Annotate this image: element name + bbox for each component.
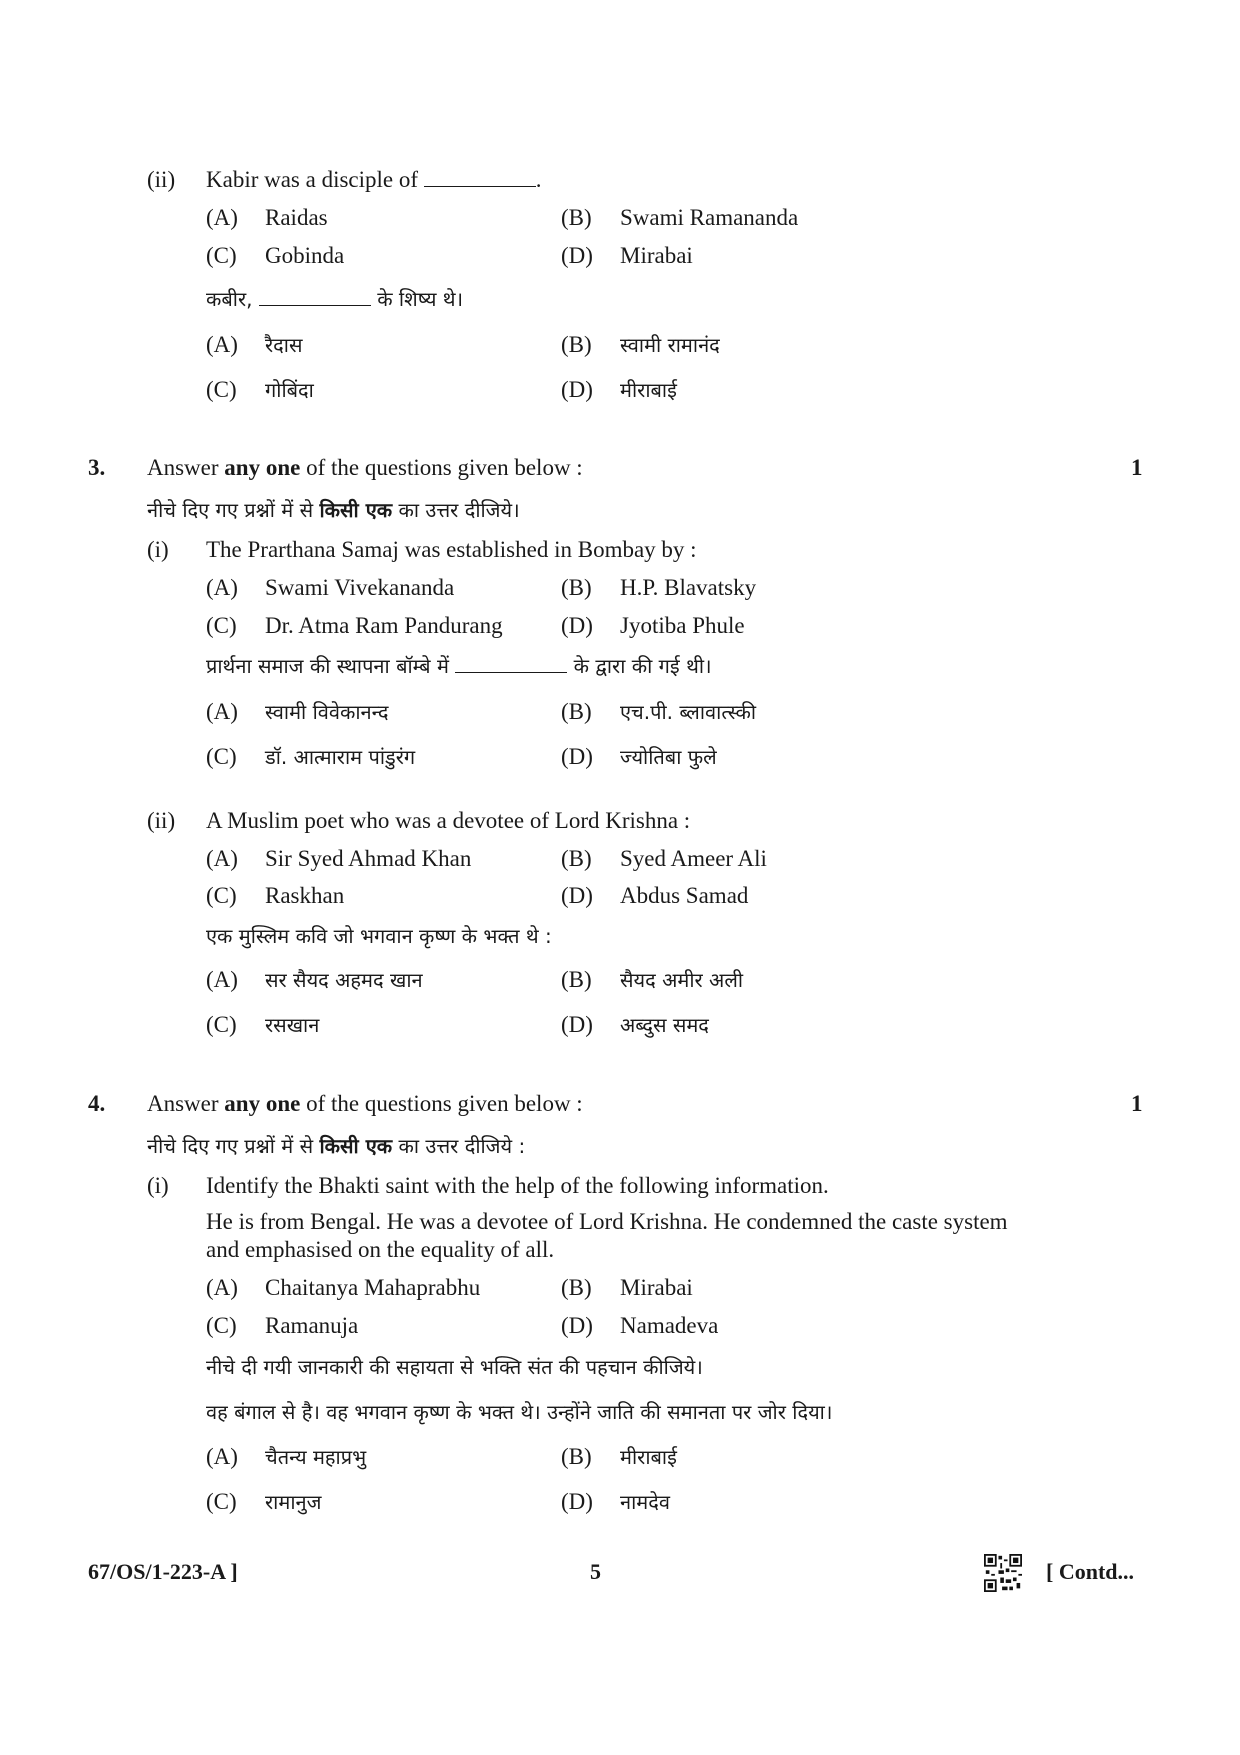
q4-i-label: (i) bbox=[147, 1173, 169, 1198]
q4-i-stem-en: Identify the Bhakti saint with the help of the following information. bbox=[206, 1173, 829, 1198]
option-key: (A) bbox=[206, 699, 238, 724]
option-key: (C) bbox=[206, 883, 237, 908]
option-text: Syed Ameer Ali bbox=[620, 846, 767, 871]
option-text: Mirabai bbox=[620, 243, 693, 268]
marks: 1 bbox=[1131, 455, 1143, 480]
option-key: (C) bbox=[206, 1012, 237, 1037]
option-key: (C) bbox=[206, 613, 237, 638]
option-key: (D) bbox=[561, 377, 593, 402]
option-key: (B) bbox=[561, 575, 592, 600]
option-key: (C) bbox=[206, 1489, 237, 1514]
option-text-hi: ज्योतिबा फुले bbox=[620, 745, 717, 769]
option-text: Namadeva bbox=[620, 1313, 719, 1338]
answer-blank bbox=[424, 168, 536, 187]
option-text-hi: रैदास bbox=[265, 333, 303, 357]
option-text-hi: मीराबाई bbox=[620, 1445, 677, 1469]
q4-i-info-hi: वह बंगाल से है। वह भगवान कृष्ण के भक्त थे। उन्होंने जाति की समानता पर जोर दिया। bbox=[206, 1400, 833, 1424]
option-key: (A) bbox=[206, 205, 238, 230]
option-text: Jyotiba Phule bbox=[620, 613, 745, 638]
q4-i-stem-hi: नीचे दी गयी जानकारी की सहायता से भक्ति संत की पहचान कीजिये। bbox=[206, 1355, 703, 1379]
q3-i-stem-hi: प्रार्थना समाज की स्थापना बॉम्बे में के द्वारा की गई थी। bbox=[206, 654, 712, 678]
q4-instruction-en: Answer any one of the questions given below : bbox=[147, 1091, 583, 1116]
question-number: 4. bbox=[88, 1091, 106, 1116]
q2-ii-stem-en: Kabir was a disciple of . bbox=[206, 167, 542, 192]
page-number: 5 bbox=[590, 1559, 601, 1584]
option-key: (D) bbox=[561, 613, 593, 638]
option-key: (C) bbox=[206, 377, 237, 402]
option-text: Swami Vivekananda bbox=[265, 575, 455, 600]
q3-ii-stem-hi: एक मुस्लिम कवि जो भगवान कृष्ण के भक्त थे : bbox=[206, 924, 552, 948]
option-text-hi: एच.पी. ब्लावात्स्की bbox=[620, 700, 757, 724]
option-key: (D) bbox=[561, 1313, 593, 1338]
option-key: (B) bbox=[561, 1275, 592, 1300]
option-key: (D) bbox=[561, 744, 593, 769]
option-text-hi: रसखान bbox=[265, 1013, 320, 1037]
option-key: (A) bbox=[206, 846, 238, 871]
option-key: (A) bbox=[206, 1444, 238, 1469]
option-text-hi: गोबिंदा bbox=[265, 378, 314, 402]
q3-ii-label: (ii) bbox=[147, 808, 176, 833]
q3-i-stem-en: The Prarthana Samaj was established in Bombay by : bbox=[206, 537, 697, 562]
option-text-hi: मीराबाई bbox=[620, 378, 677, 402]
answer-blank bbox=[259, 287, 371, 306]
option-key: (C) bbox=[206, 744, 237, 769]
paper-code: 67/OS/1-223-A ] bbox=[88, 1559, 238, 1584]
option-text-hi: स्वामी विवेकानन्द bbox=[265, 700, 389, 724]
option-text: Swami Ramananda bbox=[620, 205, 799, 230]
option-text: Chaitanya Mahaprabhu bbox=[265, 1275, 481, 1300]
continued-label: [ Contd... bbox=[1046, 1559, 1135, 1584]
option-key: (D) bbox=[561, 1012, 593, 1037]
answer-blank bbox=[455, 654, 567, 673]
option-text-hi: रामानुज bbox=[265, 1490, 322, 1514]
option-text-hi: चैतन्य महाप्रभु bbox=[265, 1445, 367, 1469]
option-text: H.P. Blavatsky bbox=[620, 575, 757, 600]
option-text: Sir Syed Ahmad Khan bbox=[265, 846, 472, 871]
option-key: (D) bbox=[561, 883, 593, 908]
option-text: Raidas bbox=[265, 205, 328, 230]
option-key: (B) bbox=[561, 846, 592, 871]
option-text-hi: स्वामी रामानंद bbox=[620, 333, 720, 357]
option-text-hi: अब्दुस समद bbox=[620, 1013, 709, 1037]
q3-i-label: (i) bbox=[147, 537, 169, 562]
option-key: (B) bbox=[561, 967, 592, 992]
option-key: (B) bbox=[561, 699, 592, 724]
option-key: (B) bbox=[561, 205, 592, 230]
option-text: Mirabai bbox=[620, 1275, 693, 1300]
option-key: (A) bbox=[206, 332, 238, 357]
option-key: (A) bbox=[206, 575, 238, 600]
q3-instruction-hi: नीचे दिए गए प्रश्नों में से किसी एक का उत्तर दीजिये। bbox=[147, 498, 520, 522]
marks: 1 bbox=[1131, 1091, 1143, 1116]
q2-ii-stem-hi: कबीर, के शिष्य थे। bbox=[206, 287, 464, 311]
option-text-hi: नामदेव bbox=[620, 1490, 670, 1514]
q4-i-info-en: and emphasised on the equality of all. bbox=[206, 1237, 555, 1262]
option-text-hi: सैयद अमीर अली bbox=[620, 968, 744, 992]
option-key: (B) bbox=[561, 332, 592, 357]
option-key: (D) bbox=[561, 243, 593, 268]
q4-i-info-en: He is from Bengal. He was a devotee of Lord Krishna. He condemned the caste system bbox=[206, 1209, 1008, 1234]
option-key: (D) bbox=[561, 1489, 593, 1514]
option-text: Raskhan bbox=[265, 883, 345, 908]
option-key: (A) bbox=[206, 1275, 238, 1300]
option-text: Abdus Samad bbox=[620, 883, 749, 908]
option-text: Gobinda bbox=[265, 243, 345, 268]
option-key: (A) bbox=[206, 967, 238, 992]
option-key: (B) bbox=[561, 1444, 592, 1469]
option-key: (C) bbox=[206, 243, 237, 268]
option-text-hi: सर सैयद अहमद खान bbox=[265, 968, 423, 992]
q3-instruction-en: Answer any one of the questions given below : bbox=[147, 455, 583, 480]
option-key: (C) bbox=[206, 1313, 237, 1338]
option-text: Dr. Atma Ram Pandurang bbox=[265, 613, 503, 638]
question-number: 3. bbox=[88, 455, 106, 480]
qr-code-icon bbox=[984, 1554, 1022, 1592]
option-text-hi: डॉ. आत्माराम पांडुरंग bbox=[265, 745, 416, 769]
option-text: Ramanuja bbox=[265, 1313, 359, 1338]
q3-ii-stem-en: A Muslim poet who was a devotee of Lord Krishna : bbox=[206, 808, 691, 833]
q4-instruction-hi: नीचे दिए गए प्रश्नों में से किसी एक का उत्तर दीजिये : bbox=[147, 1134, 526, 1158]
q2-ii-label: (ii) bbox=[147, 167, 176, 192]
